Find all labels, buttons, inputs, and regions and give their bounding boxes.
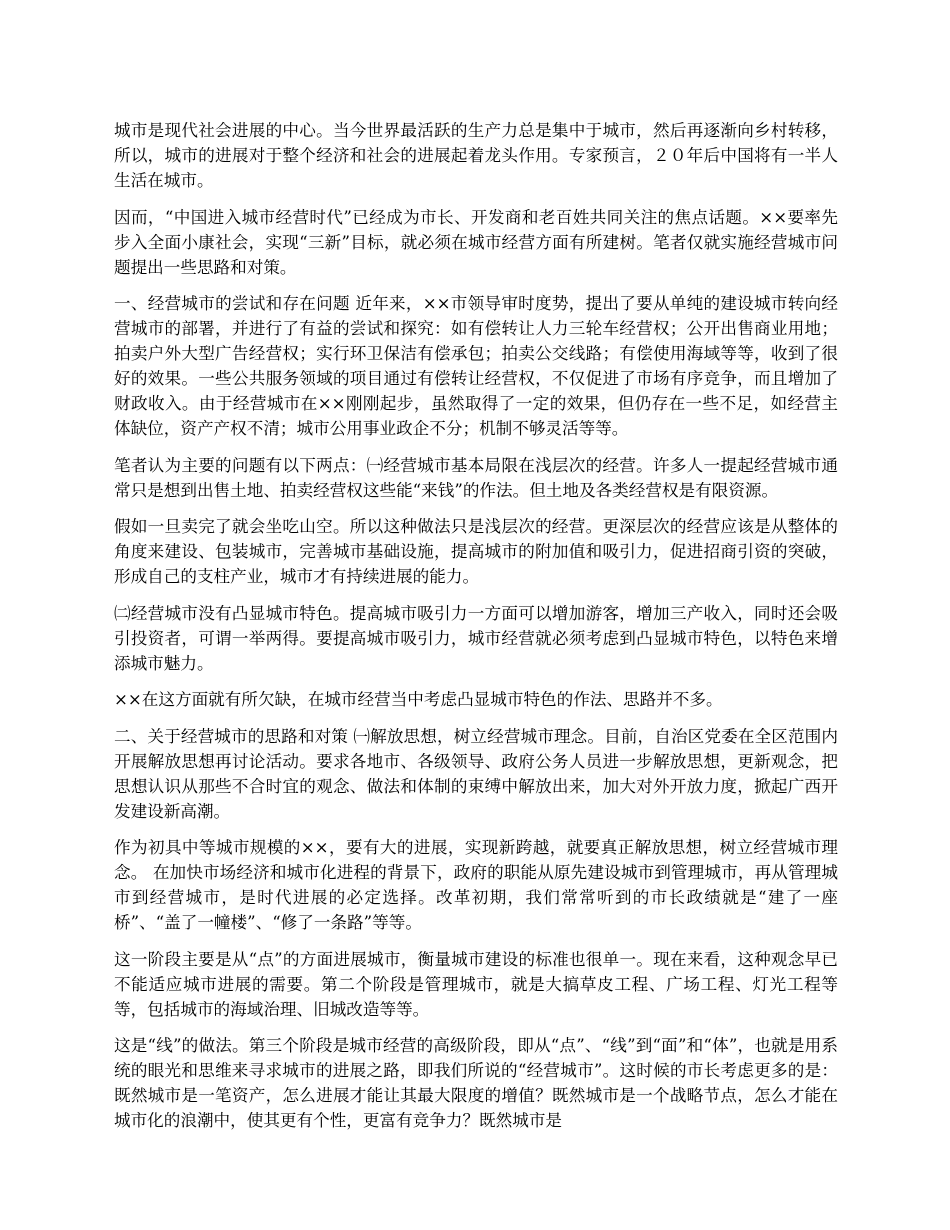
document-body [114, 118, 838, 1145]
paragraph-concept: 作为初具中等城市规模的××，要有大的进展，实现新跨越，就要真正解放思想，树立经营城市理念。 在加快市场经济和城市化进程的背景下，政府的职能从原先建设城市到管理城市，再从管理城市到经营城市，是时代进展的必定选择。改革初期，我们常常听到的市长政绩就是“建了一座桥”、“盖了一幢楼”、“修了一条路”等等。 [114, 838, 838, 932]
paragraph-intro: 城市是现代社会进展的中心。当今世界最活跃的生产力总是集中于城市，然后再逐渐向乡村转移，所以，城市的进展对于整个经济和社会的进展起着龙头作用。专家预言，２０年后中国将有一半人生活在城市。 [114, 121, 838, 190]
paragraph-urban-era: 因而，“中国进入城市经营时代”已经成为市长、开发商和老百姓共同关注的焦点话题。××要率先步入全面小康社会，实现“三新”目标，就必须在城市经营方面有所建树。笔者仅就实施经营城市问题提出一些思路和对策。 [114, 207, 838, 277]
paragraph-city-features: ㈡经营城市没有凸显城市特色。提高城市吸引力一方面可以增加游客，增加三产收入，同时还会吸引投资者，可谓一举两得。要提高城市吸引力，城市经营就必须考虑到凸显城市特色，以特色来增添城市魅力。 [114, 603, 838, 673]
paragraph-shortcoming: ××在这方面就有所欠缺，在城市经营当中考虑凸显城市特色的作法、思路并不多。 [114, 690, 723, 709]
paragraph-section-two: 二、关于经营城市的思路和对策 ㈠解放思想，树立经营城市理念。目前，自治区党委在全区范围内开展解放思想再讨论活动。要求各地市、各级领导、政府公务人员进一步解放思想，更新观念，把思想认识从那些不合时宜的观念、做法和体制的束缚中解放出来，加大对外开放力度，掀起广西开发建设新高潮。 [114, 726, 838, 821]
paragraph-stage-three: 这是“线”的做法。第三个阶段是城市经营的高级阶段，即从“点”、“线”到“面”和“体”，也就是用系统的眼光和思维来寻求城市的进展之路，即我们所说的“经营城市”。这时候的市长考虑更多的是：既然城市是一笔资产，怎么进展才能让其最大限度的增值？既然城市是一个战略节点，怎么才能在城市化的浪潮中，使其更有个性，更富有竞争力？既然城市是 [114, 1036, 838, 1130]
paragraph-shallow-operation: 假如一旦卖完了就会坐吃山空。所以这种做法只是浅层次的经营。更深层次的经营应该是从整体的角度来建设、包装城市，完善城市基础设施，提高城市的附加值和吸引力，促进招商引资的突破，形成自己的支柱产业，城市才有持续进展的能力。 [114, 517, 838, 586]
paragraph-problems: 笔者认为主要的问题有以下两点：㈠经营城市基本局限在浅层次的经营。许多人一提起经营城市通常只是想到出售土地、拍卖经营权这些能“来钱”的作法。但土地及各类经营权是有限资源。 [114, 455, 838, 500]
paragraph-section-one: 一、经营城市的尝试和存在问题 近年来，××市领导审时度势，提出了要从单纯的建设城市转向经营城市的部署，并进行了有益的尝试和探究：如有偿转让人力三轮车经营权；公开出售商业用地；拍卖户外大型广告经营权；实行环卫保洁有偿承包；拍卖公交线路；有偿使用海域等等，收到了很好的效果。一些公共服务领域的项目通过有偿转让经营权，不仅促进了市场有序竞争，而且增加了财政收入。由于经营城市在××刚刚起步，虽然取得了一定的效果，但仍存在一些不足，如经营主体缺位，资产产权不清；城市公用事业政企不分；机制不够灵活等等。 [114, 294, 838, 438]
paragraph-stage-one: 这一阶段主要是从“点”的方面进展城市，衡量城市建设的标准也很单一。现在来看，这种观念早已不能适应城市进展的需要。第二个阶段是管理城市，就是大搞草皮工程、广场工程、灯光工程等等，包括城市的海域治理、旧城改造等等。 [114, 949, 838, 1019]
